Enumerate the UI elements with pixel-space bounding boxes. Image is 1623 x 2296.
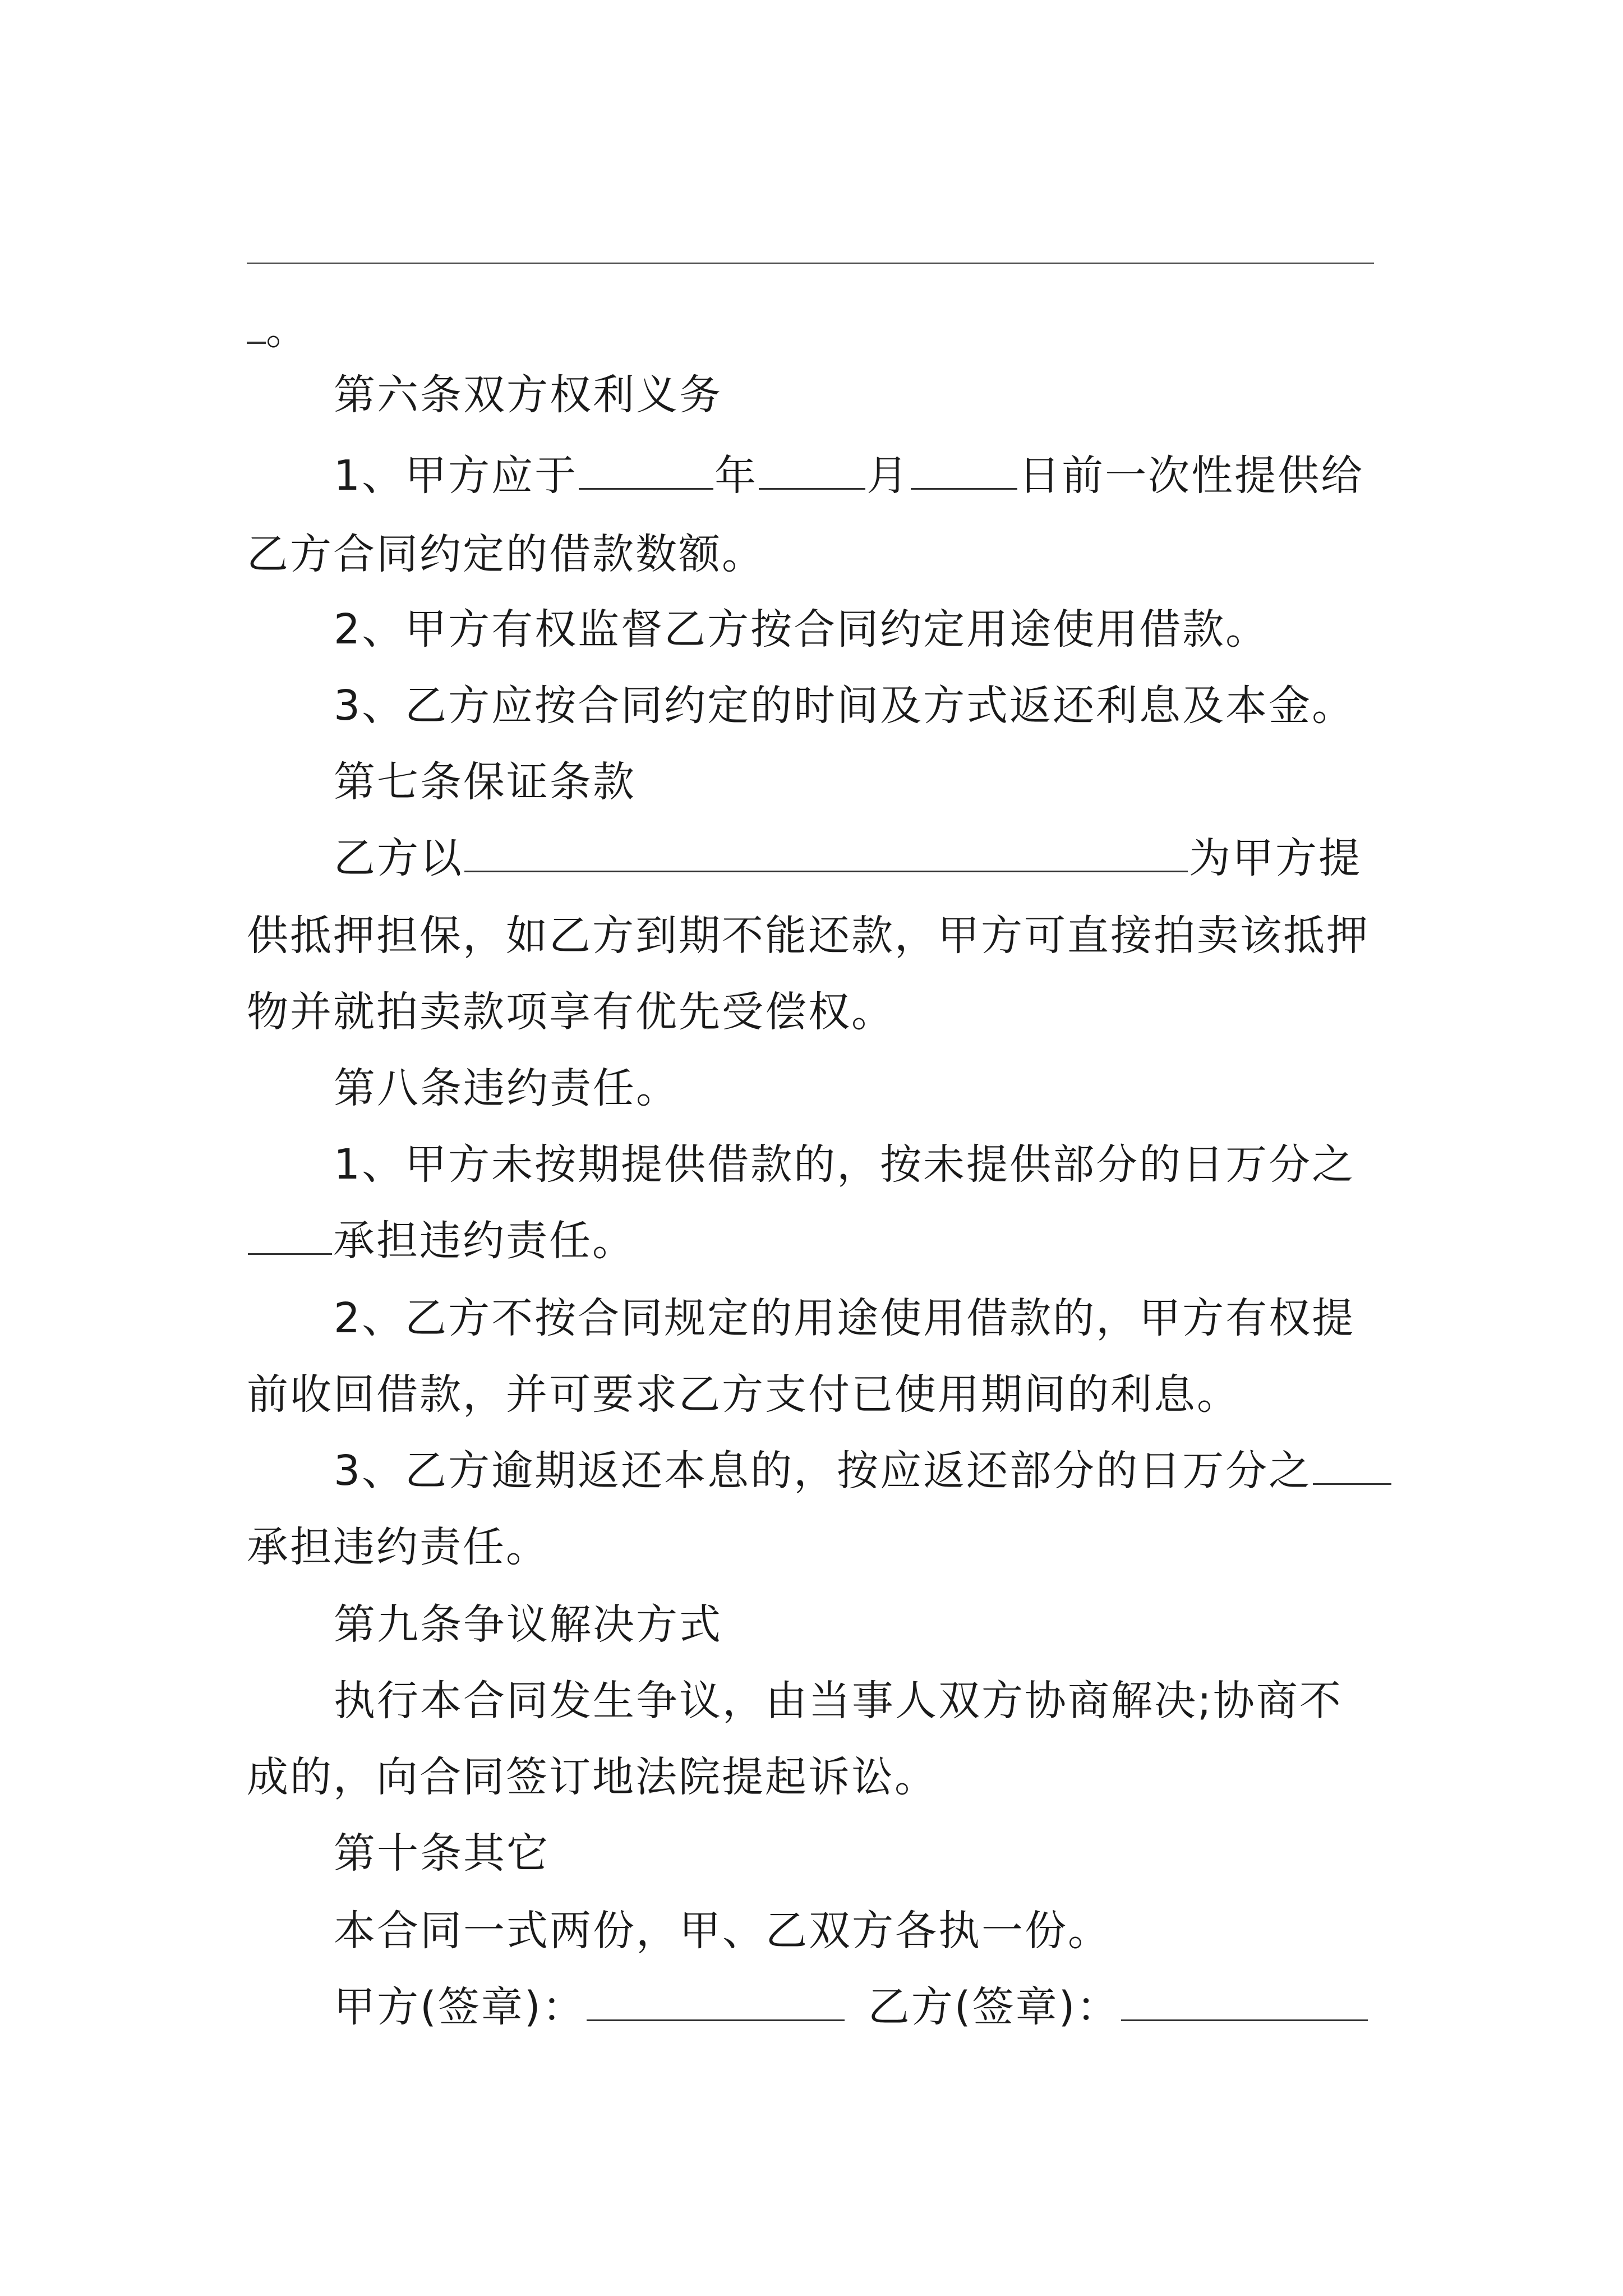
article-7-text-cont-2: 物并就拍卖款项享有优先受偿权。 bbox=[247, 988, 895, 1036]
line-fill-end: 。 bbox=[247, 303, 1387, 357]
party-a-signature-label: 甲方(签章)： bbox=[334, 1983, 585, 2031]
blank-line-continued bbox=[247, 263, 1374, 264]
article-8-item-2-cont: 前收回借款，并可要求乙方支付已使用期间的利息。 bbox=[247, 1370, 1240, 1419]
party-b-signature-blank[interactable] bbox=[1121, 1980, 1368, 2021]
article-7-text-cont-1: 供抵押担保，如乙方到期不能还款，甲方可直接拍卖该抵押 bbox=[247, 912, 1370, 960]
article-6-item-1-cont: 乙方合同约定的借款数额。 bbox=[247, 530, 765, 578]
collateral-blank[interactable] bbox=[464, 831, 1188, 872]
signature-line bbox=[334, 1980, 1387, 2034]
year-blank[interactable] bbox=[579, 449, 713, 490]
month-blank[interactable] bbox=[759, 449, 865, 490]
article-10-heading: 第十条其它 bbox=[334, 1829, 550, 1878]
article-6-item-1: 1、甲方应于 年 月 日前一次性提供给 bbox=[334, 449, 1387, 503]
article-8-item-2: 2、乙方不按合同规定的用途使用借款的，甲方有权提 bbox=[334, 1294, 1355, 1342]
blank-short bbox=[247, 308, 266, 344]
article-6-item-2: 2、甲方有权监督乙方按合同约定用途使用借款。 bbox=[334, 605, 1269, 654]
article-8-item-3-cont: 承担违约责任。 bbox=[247, 1523, 549, 1571]
article-10-text: 本合同一式两份，甲、乙双方各执一份。 bbox=[334, 1907, 1111, 1955]
rate-blank-1[interactable] bbox=[248, 1214, 332, 1255]
article-9-text-cont: 成的，向合同签订地法院提起诉讼。 bbox=[247, 1753, 938, 1801]
party-a-signature-blank[interactable] bbox=[587, 1980, 845, 2021]
party-b-signature-label: 乙方(签章)： bbox=[868, 1983, 1120, 2031]
article-8-item-1-cont: 承担违约责任。 bbox=[247, 1214, 1387, 1268]
article-6-heading: 第六条双方权利义务 bbox=[334, 371, 722, 419]
day-blank[interactable] bbox=[911, 449, 1017, 490]
article-6-item-3: 3、乙方应按合同约定的时间及方式返还利息及本金。 bbox=[334, 682, 1355, 730]
article-8-item-3: 3、乙方逾期返还本息的，按应返还部分的日万分之 bbox=[334, 1444, 1387, 1498]
article-9-text: 执行本合同发生争议，由当事人双方协商解决;协商不 bbox=[334, 1677, 1343, 1725]
article-8-heading: 第八条违约责任。 bbox=[334, 1064, 679, 1112]
article-9-heading: 第九条争议解决方式 bbox=[334, 1600, 722, 1649]
rate-blank-2[interactable] bbox=[1313, 1444, 1391, 1485]
article-8-item-1: 1、甲方未按期提供借款的，按未提供部分的日万分之 bbox=[334, 1140, 1355, 1189]
article-7-heading: 第七条保证条款 bbox=[334, 758, 636, 806]
article-7-text: 乙方以 为甲方提 bbox=[334, 831, 1387, 885]
